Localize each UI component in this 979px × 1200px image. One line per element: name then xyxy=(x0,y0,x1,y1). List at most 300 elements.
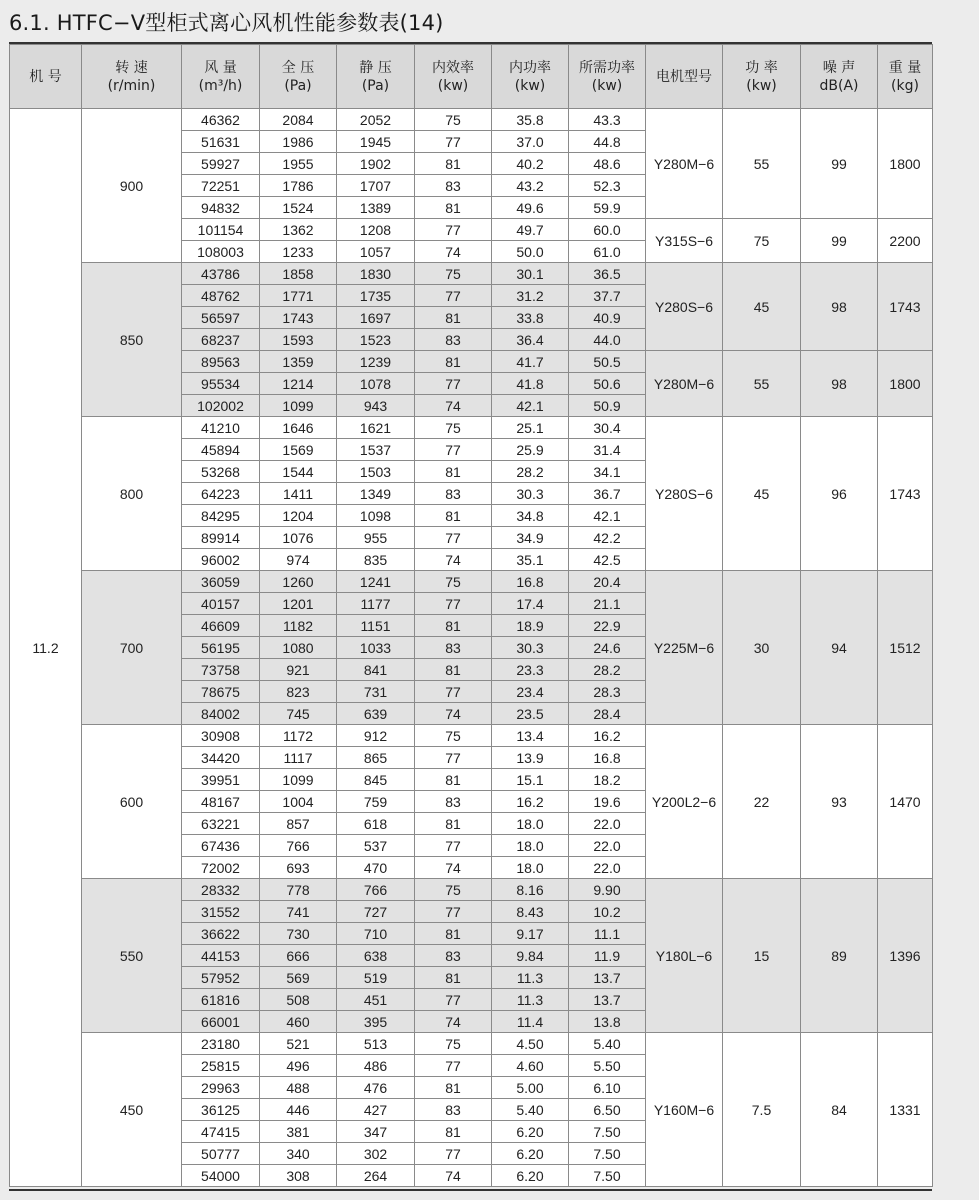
airflow-cell: 56597 xyxy=(182,307,260,329)
required-power-cell: 18.2 xyxy=(569,769,646,791)
airflow-cell: 101154 xyxy=(182,219,260,241)
internal-power-cell: 23.4 xyxy=(492,681,569,703)
total-pressure-cell: 1204 xyxy=(260,505,337,527)
required-power-cell: 21.1 xyxy=(569,593,646,615)
required-power-cell: 60.0 xyxy=(569,219,646,241)
header-required-power: 所需功率 (kw) xyxy=(569,45,646,109)
static-pressure-cell: 427 xyxy=(337,1099,415,1121)
internal-power-cell: 23.3 xyxy=(492,659,569,681)
airflow-cell: 57952 xyxy=(182,967,260,989)
header-machine: 机 号 xyxy=(10,45,82,109)
static-pressure-cell: 1057 xyxy=(337,241,415,263)
total-pressure-cell: 569 xyxy=(260,967,337,989)
static-pressure-cell: 835 xyxy=(337,549,415,571)
static-pressure-cell: 1389 xyxy=(337,197,415,219)
total-pressure-cell: 1214 xyxy=(260,373,337,395)
airflow-cell: 41210 xyxy=(182,417,260,439)
efficiency-cell: 77 xyxy=(415,373,492,395)
airflow-cell: 64223 xyxy=(182,483,260,505)
noise-cell: 89 xyxy=(801,879,878,1033)
required-power-cell: 40.9 xyxy=(569,307,646,329)
efficiency-cell: 81 xyxy=(415,307,492,329)
noise-cell: 84 xyxy=(801,1033,878,1187)
static-pressure-cell: 302 xyxy=(337,1143,415,1165)
required-power-cell: 44.8 xyxy=(569,131,646,153)
total-pressure-cell: 778 xyxy=(260,879,337,901)
efficiency-cell: 77 xyxy=(415,989,492,1011)
required-power-cell: 28.2 xyxy=(569,659,646,681)
motor-model-cell: Y160M−6 xyxy=(646,1033,723,1187)
efficiency-cell: 83 xyxy=(415,945,492,967)
efficiency-cell: 83 xyxy=(415,637,492,659)
static-pressure-cell: 1902 xyxy=(337,153,415,175)
internal-power-cell: 9.84 xyxy=(492,945,569,967)
required-power-cell: 30.4 xyxy=(569,417,646,439)
total-pressure-cell: 1076 xyxy=(260,527,337,549)
static-pressure-cell: 1241 xyxy=(337,571,415,593)
airflow-cell: 59927 xyxy=(182,153,260,175)
static-pressure-cell: 1503 xyxy=(337,461,415,483)
static-pressure-cell: 513 xyxy=(337,1033,415,1055)
required-power-cell: 48.6 xyxy=(569,153,646,175)
required-power-cell: 28.3 xyxy=(569,681,646,703)
efficiency-cell: 77 xyxy=(415,527,492,549)
static-pressure-cell: 476 xyxy=(337,1077,415,1099)
efficiency-cell: 77 xyxy=(415,219,492,241)
airflow-cell: 94832 xyxy=(182,197,260,219)
airflow-cell: 53268 xyxy=(182,461,260,483)
required-power-cell: 7.50 xyxy=(569,1143,646,1165)
airflow-cell: 40157 xyxy=(182,593,260,615)
noise-cell: 99 xyxy=(801,109,878,219)
required-power-cell: 28.4 xyxy=(569,703,646,725)
motor-model-cell: Y280M−6 xyxy=(646,109,723,219)
efficiency-cell: 77 xyxy=(415,1143,492,1165)
efficiency-cell: 81 xyxy=(415,351,492,373)
efficiency-cell: 77 xyxy=(415,285,492,307)
static-pressure-cell: 865 xyxy=(337,747,415,769)
total-pressure-cell: 857 xyxy=(260,813,337,835)
airflow-cell: 78675 xyxy=(182,681,260,703)
efficiency-cell: 77 xyxy=(415,1055,492,1077)
airflow-cell: 28332 xyxy=(182,879,260,901)
efficiency-cell: 83 xyxy=(415,483,492,505)
internal-power-cell: 37.0 xyxy=(492,131,569,153)
internal-power-cell: 25.9 xyxy=(492,439,569,461)
internal-power-cell: 23.5 xyxy=(492,703,569,725)
efficiency-cell: 75 xyxy=(415,417,492,439)
efficiency-cell: 83 xyxy=(415,791,492,813)
total-pressure-cell: 340 xyxy=(260,1143,337,1165)
motor-model-cell: Y280S−6 xyxy=(646,417,723,571)
internal-power-cell: 42.1 xyxy=(492,395,569,417)
internal-power-cell: 31.2 xyxy=(492,285,569,307)
static-pressure-cell: 1830 xyxy=(337,263,415,285)
total-pressure-cell: 308 xyxy=(260,1165,337,1187)
airflow-cell: 84295 xyxy=(182,505,260,527)
total-pressure-cell: 921 xyxy=(260,659,337,681)
static-pressure-cell: 759 xyxy=(337,791,415,813)
static-pressure-cell: 1098 xyxy=(337,505,415,527)
page-title: 6.1. HTFC−Ⅴ型柜式离心风机性能参数表(14) xyxy=(9,11,444,35)
header-total-pressure: 全 压 (Pa) xyxy=(260,45,337,109)
efficiency-cell: 77 xyxy=(415,593,492,615)
static-pressure-cell: 1707 xyxy=(337,175,415,197)
motor-model-cell: Y315S−6 xyxy=(646,219,723,263)
internal-power-cell: 4.50 xyxy=(492,1033,569,1055)
speed-cell: 550 xyxy=(82,879,182,1033)
required-power-cell: 42.5 xyxy=(569,549,646,571)
airflow-cell: 44153 xyxy=(182,945,260,967)
motor-model-cell: Y180L−6 xyxy=(646,879,723,1033)
motor-power-cell: 45 xyxy=(723,263,801,351)
efficiency-cell: 81 xyxy=(415,769,492,791)
static-pressure-cell: 618 xyxy=(337,813,415,835)
table-row xyxy=(10,725,933,747)
efficiency-cell: 81 xyxy=(415,923,492,945)
internal-power-cell: 35.8 xyxy=(492,109,569,131)
required-power-cell: 44.0 xyxy=(569,329,646,351)
airflow-cell: 30908 xyxy=(182,725,260,747)
internal-power-cell: 13.9 xyxy=(492,747,569,769)
motor-power-cell: 7.5 xyxy=(723,1033,801,1187)
required-power-cell: 42.1 xyxy=(569,505,646,527)
airflow-cell: 89563 xyxy=(182,351,260,373)
header-internal-power: 内功率 (kw) xyxy=(492,45,569,109)
efficiency-cell: 77 xyxy=(415,131,492,153)
required-power-cell: 22.0 xyxy=(569,813,646,835)
internal-power-cell: 11.3 xyxy=(492,967,569,989)
static-pressure-cell: 395 xyxy=(337,1011,415,1033)
required-power-cell: 22.0 xyxy=(569,857,646,879)
internal-power-cell: 15.1 xyxy=(492,769,569,791)
internal-power-cell: 16.2 xyxy=(492,791,569,813)
internal-power-cell: 34.8 xyxy=(492,505,569,527)
total-pressure-cell: 741 xyxy=(260,901,337,923)
noise-cell: 94 xyxy=(801,571,878,725)
total-pressure-cell: 1524 xyxy=(260,197,337,219)
required-power-cell: 42.2 xyxy=(569,527,646,549)
static-pressure-cell: 710 xyxy=(337,923,415,945)
static-pressure-cell: 1078 xyxy=(337,373,415,395)
required-power-cell: 6.10 xyxy=(569,1077,646,1099)
required-power-cell: 16.2 xyxy=(569,725,646,747)
required-power-cell: 11.1 xyxy=(569,923,646,945)
internal-power-cell: 6.20 xyxy=(492,1143,569,1165)
static-pressure-cell: 347 xyxy=(337,1121,415,1143)
total-pressure-cell: 1182 xyxy=(260,615,337,637)
required-power-cell: 36.7 xyxy=(569,483,646,505)
internal-power-cell: 9.17 xyxy=(492,923,569,945)
static-pressure-cell: 943 xyxy=(337,395,415,417)
airflow-cell: 48762 xyxy=(182,285,260,307)
motor-model-cell: Y280S−6 xyxy=(646,263,723,351)
noise-cell: 93 xyxy=(801,725,878,879)
airflow-cell: 63221 xyxy=(182,813,260,835)
internal-power-cell: 40.2 xyxy=(492,153,569,175)
header-power: 功 率 (kw) xyxy=(723,45,801,109)
required-power-cell: 20.4 xyxy=(569,571,646,593)
internal-power-cell: 28.2 xyxy=(492,461,569,483)
efficiency-cell: 74 xyxy=(415,857,492,879)
required-power-cell: 7.50 xyxy=(569,1121,646,1143)
efficiency-cell: 83 xyxy=(415,175,492,197)
machine-number-cell: 11.2 xyxy=(10,109,82,1187)
motor-power-cell: 22 xyxy=(723,725,801,879)
static-pressure-cell: 766 xyxy=(337,879,415,901)
required-power-cell: 59.9 xyxy=(569,197,646,219)
total-pressure-cell: 974 xyxy=(260,549,337,571)
static-pressure-cell: 1151 xyxy=(337,615,415,637)
internal-power-cell: 6.20 xyxy=(492,1165,569,1187)
bottom-rule xyxy=(9,1189,932,1191)
internal-power-cell: 49.6 xyxy=(492,197,569,219)
airflow-cell: 36622 xyxy=(182,923,260,945)
internal-power-cell: 49.7 xyxy=(492,219,569,241)
internal-power-cell: 5.40 xyxy=(492,1099,569,1121)
required-power-cell: 10.2 xyxy=(569,901,646,923)
total-pressure-cell: 1986 xyxy=(260,131,337,153)
static-pressure-cell: 1177 xyxy=(337,593,415,615)
required-power-cell: 34.1 xyxy=(569,461,646,483)
static-pressure-cell: 451 xyxy=(337,989,415,1011)
static-pressure-cell: 537 xyxy=(337,835,415,857)
total-pressure-cell: 1201 xyxy=(260,593,337,615)
required-power-cell: 9.90 xyxy=(569,879,646,901)
required-power-cell: 13.7 xyxy=(569,989,646,1011)
total-pressure-cell: 1858 xyxy=(260,263,337,285)
internal-power-cell: 30.3 xyxy=(492,483,569,505)
efficiency-cell: 75 xyxy=(415,109,492,131)
noise-cell: 98 xyxy=(801,263,878,351)
static-pressure-cell: 1349 xyxy=(337,483,415,505)
internal-power-cell: 18.0 xyxy=(492,813,569,835)
static-pressure-cell: 470 xyxy=(337,857,415,879)
required-power-cell: 11.9 xyxy=(569,945,646,967)
static-pressure-cell: 955 xyxy=(337,527,415,549)
total-pressure-cell: 693 xyxy=(260,857,337,879)
efficiency-cell: 74 xyxy=(415,549,492,571)
efficiency-cell: 75 xyxy=(415,263,492,285)
internal-power-cell: 11.3 xyxy=(492,989,569,1011)
motor-power-cell: 30 xyxy=(723,571,801,725)
internal-power-cell: 43.2 xyxy=(492,175,569,197)
airflow-cell: 45894 xyxy=(182,439,260,461)
total-pressure-cell: 1411 xyxy=(260,483,337,505)
internal-power-cell: 16.8 xyxy=(492,571,569,593)
internal-power-cell: 33.8 xyxy=(492,307,569,329)
static-pressure-cell: 519 xyxy=(337,967,415,989)
airflow-cell: 46362 xyxy=(182,109,260,131)
airflow-cell: 56195 xyxy=(182,637,260,659)
total-pressure-cell: 1233 xyxy=(260,241,337,263)
required-power-cell: 5.40 xyxy=(569,1033,646,1055)
airflow-cell: 25815 xyxy=(182,1055,260,1077)
weight-cell: 1800 xyxy=(878,351,933,417)
airflow-cell: 51631 xyxy=(182,131,260,153)
speed-cell: 800 xyxy=(82,417,182,571)
internal-power-cell: 8.16 xyxy=(492,879,569,901)
airflow-cell: 61816 xyxy=(182,989,260,1011)
internal-power-cell: 30.1 xyxy=(492,263,569,285)
total-pressure-cell: 1646 xyxy=(260,417,337,439)
efficiency-cell: 74 xyxy=(415,1165,492,1187)
efficiency-cell: 81 xyxy=(415,659,492,681)
total-pressure-cell: 1117 xyxy=(260,747,337,769)
motor-power-cell: 55 xyxy=(723,109,801,219)
total-pressure-cell: 1359 xyxy=(260,351,337,373)
total-pressure-cell: 446 xyxy=(260,1099,337,1121)
total-pressure-cell: 1260 xyxy=(260,571,337,593)
required-power-cell: 31.4 xyxy=(569,439,646,461)
airflow-cell: 66001 xyxy=(182,1011,260,1033)
static-pressure-cell: 731 xyxy=(337,681,415,703)
internal-power-cell: 18.0 xyxy=(492,857,569,879)
weight-cell: 1331 xyxy=(878,1033,933,1187)
efficiency-cell: 81 xyxy=(415,615,492,637)
total-pressure-cell: 1099 xyxy=(260,769,337,791)
required-power-cell: 36.5 xyxy=(569,263,646,285)
static-pressure-cell: 1208 xyxy=(337,219,415,241)
internal-power-cell: 13.4 xyxy=(492,725,569,747)
efficiency-cell: 81 xyxy=(415,1121,492,1143)
motor-model-cell: Y280M−6 xyxy=(646,351,723,417)
internal-power-cell: 35.1 xyxy=(492,549,569,571)
total-pressure-cell: 1080 xyxy=(260,637,337,659)
noise-cell: 99 xyxy=(801,219,878,263)
airflow-cell: 95534 xyxy=(182,373,260,395)
total-pressure-cell: 381 xyxy=(260,1121,337,1143)
required-power-cell: 19.6 xyxy=(569,791,646,813)
internal-power-cell: 6.20 xyxy=(492,1121,569,1143)
total-pressure-cell: 488 xyxy=(260,1077,337,1099)
static-pressure-cell: 845 xyxy=(337,769,415,791)
internal-power-cell: 8.43 xyxy=(492,901,569,923)
total-pressure-cell: 1955 xyxy=(260,153,337,175)
static-pressure-cell: 1523 xyxy=(337,329,415,351)
motor-power-cell: 55 xyxy=(723,351,801,417)
efficiency-cell: 77 xyxy=(415,747,492,769)
airflow-cell: 102002 xyxy=(182,395,260,417)
static-pressure-cell: 1033 xyxy=(337,637,415,659)
efficiency-cell: 77 xyxy=(415,439,492,461)
static-pressure-cell: 841 xyxy=(337,659,415,681)
table-row xyxy=(10,263,933,285)
static-pressure-cell: 264 xyxy=(337,1165,415,1187)
required-power-cell: 61.0 xyxy=(569,241,646,263)
total-pressure-cell: 496 xyxy=(260,1055,337,1077)
airflow-cell: 96002 xyxy=(182,549,260,571)
total-pressure-cell: 1593 xyxy=(260,329,337,351)
header-static-pressure: 静 压 (Pa) xyxy=(337,45,415,109)
header-noise: 噪 声 dB(A) xyxy=(801,45,878,109)
total-pressure-cell: 766 xyxy=(260,835,337,857)
airflow-cell: 43786 xyxy=(182,263,260,285)
required-power-cell: 16.8 xyxy=(569,747,646,769)
efficiency-cell: 81 xyxy=(415,967,492,989)
required-power-cell: 37.7 xyxy=(569,285,646,307)
total-pressure-cell: 1569 xyxy=(260,439,337,461)
required-power-cell: 22.0 xyxy=(569,835,646,857)
airflow-cell: 50777 xyxy=(182,1143,260,1165)
total-pressure-cell: 508 xyxy=(260,989,337,1011)
total-pressure-cell: 1099 xyxy=(260,395,337,417)
table-row xyxy=(10,1033,933,1055)
noise-cell: 96 xyxy=(801,417,878,571)
weight-cell: 1470 xyxy=(878,725,933,879)
motor-model-cell: Y200L2−6 xyxy=(646,725,723,879)
total-pressure-cell: 1771 xyxy=(260,285,337,307)
internal-power-cell: 41.7 xyxy=(492,351,569,373)
total-pressure-cell: 666 xyxy=(260,945,337,967)
required-power-cell: 50.6 xyxy=(569,373,646,395)
efficiency-cell: 81 xyxy=(415,197,492,219)
required-power-cell: 5.50 xyxy=(569,1055,646,1077)
required-power-cell: 22.9 xyxy=(569,615,646,637)
efficiency-cell: 81 xyxy=(415,461,492,483)
airflow-cell: 48167 xyxy=(182,791,260,813)
internal-power-cell: 34.9 xyxy=(492,527,569,549)
efficiency-cell: 74 xyxy=(415,703,492,725)
table-row xyxy=(10,109,933,131)
header-internal-efficiency: 内效率 (kw) xyxy=(415,45,492,109)
required-power-cell: 7.50 xyxy=(569,1165,646,1187)
airflow-cell: 84002 xyxy=(182,703,260,725)
internal-power-cell: 25.1 xyxy=(492,417,569,439)
static-pressure-cell: 1735 xyxy=(337,285,415,307)
static-pressure-cell: 1239 xyxy=(337,351,415,373)
weight-cell: 1512 xyxy=(878,571,933,725)
efficiency-cell: 77 xyxy=(415,835,492,857)
efficiency-cell: 74 xyxy=(415,395,492,417)
internal-power-cell: 5.00 xyxy=(492,1077,569,1099)
speed-cell: 850 xyxy=(82,263,182,417)
efficiency-cell: 75 xyxy=(415,1033,492,1055)
efficiency-cell: 83 xyxy=(415,329,492,351)
internal-power-cell: 50.0 xyxy=(492,241,569,263)
airflow-cell: 23180 xyxy=(182,1033,260,1055)
total-pressure-cell: 1362 xyxy=(260,219,337,241)
static-pressure-cell: 2052 xyxy=(337,109,415,131)
noise-cell: 98 xyxy=(801,351,878,417)
airflow-cell: 72002 xyxy=(182,857,260,879)
table-header-row xyxy=(10,45,933,109)
internal-power-cell: 41.8 xyxy=(492,373,569,395)
efficiency-cell: 81 xyxy=(415,813,492,835)
internal-power-cell: 18.0 xyxy=(492,835,569,857)
airflow-cell: 108003 xyxy=(182,241,260,263)
required-power-cell: 13.7 xyxy=(569,967,646,989)
required-power-cell: 13.8 xyxy=(569,1011,646,1033)
total-pressure-cell: 460 xyxy=(260,1011,337,1033)
static-pressure-cell: 1621 xyxy=(337,417,415,439)
airflow-cell: 46609 xyxy=(182,615,260,637)
internal-power-cell: 30.3 xyxy=(492,637,569,659)
airflow-cell: 31552 xyxy=(182,901,260,923)
table-row xyxy=(10,417,933,439)
efficiency-cell: 75 xyxy=(415,725,492,747)
total-pressure-cell: 2084 xyxy=(260,109,337,131)
efficiency-cell: 81 xyxy=(415,153,492,175)
airflow-cell: 73758 xyxy=(182,659,260,681)
efficiency-cell: 77 xyxy=(415,681,492,703)
required-power-cell: 43.3 xyxy=(569,109,646,131)
efficiency-cell: 75 xyxy=(415,571,492,593)
internal-power-cell: 18.9 xyxy=(492,615,569,637)
airflow-cell: 36059 xyxy=(182,571,260,593)
total-pressure-cell: 1544 xyxy=(260,461,337,483)
efficiency-cell: 74 xyxy=(415,1011,492,1033)
